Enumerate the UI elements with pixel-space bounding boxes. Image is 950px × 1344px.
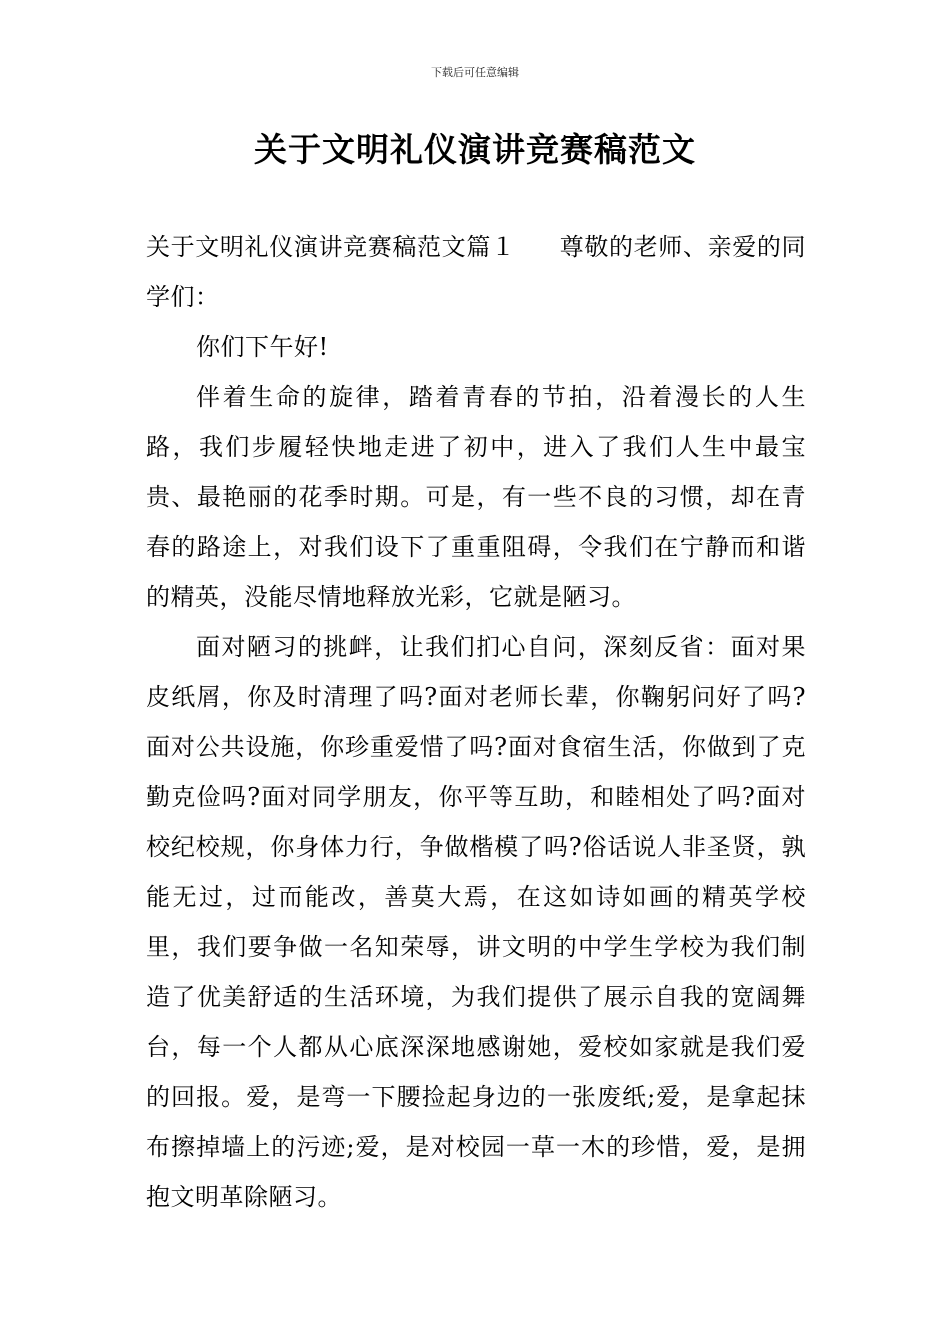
- page-header-note: 下载后可任意编辑: [431, 66, 519, 79]
- body-paragraph-2: 面对陋习的挑衅，让我们扪心自问，深刻反省：面对果皮纸屑，你及时清理了吗?面对老师长辈，你鞠躬问好了吗?面对公共设施，你珍重爱惜了吗?面对食宿生活，你做到了克勤克俭吗?面对同学朋友，你平等互助，和睦相处了吗?面对校纪校规，你身体力行，争做楷模了吗?俗话说人非圣贤，孰能无过，过而能改，善莫大焉，在这如诗如画的精英学校里，我们要争做一名知荣辱，讲文明的中学生学校为我们制造了优美舒适的生活环境，为我们提供了展示自我的宽阔舞台，每一个人都从心底深深地感谢她，爱校如家就是我们爱的回报。爱，是弯一下腰捡起身边的一张废纸;爱，是拿起抹布擦掉墙上的污迹;爱，是对校园一草一木的珍惜，爱，是拥抱文明革除陋习。: [146, 633, 806, 1211]
- body-paragraph-1: 伴着生命的旋律，踏着青春的节拍，沿着漫长的人生路，我们步履轻快地走进了初中，进入了我们人生中最宝贵、最艳丽的花季时期。可是，有一些不良的习惯，却在青春的路途上，对我们设下了重重阻碍，令我们在宁静而和谐的精英，没能尽情地释放光彩，它就是陋习。: [146, 383, 806, 611]
- greeting-paragraph: 你们下午好!: [196, 333, 329, 361]
- salutation: 尊敬的老师、亲爱的同学们：: [146, 233, 807, 311]
- document-body: [146, 222, 806, 1222]
- section-label: 关于文明礼仪演讲竞赛稿范文篇１: [146, 233, 516, 261]
- intro-paragraph: [146, 222, 806, 322]
- document-title: 关于文明礼仪演讲竞赛稿范文: [254, 130, 696, 169]
